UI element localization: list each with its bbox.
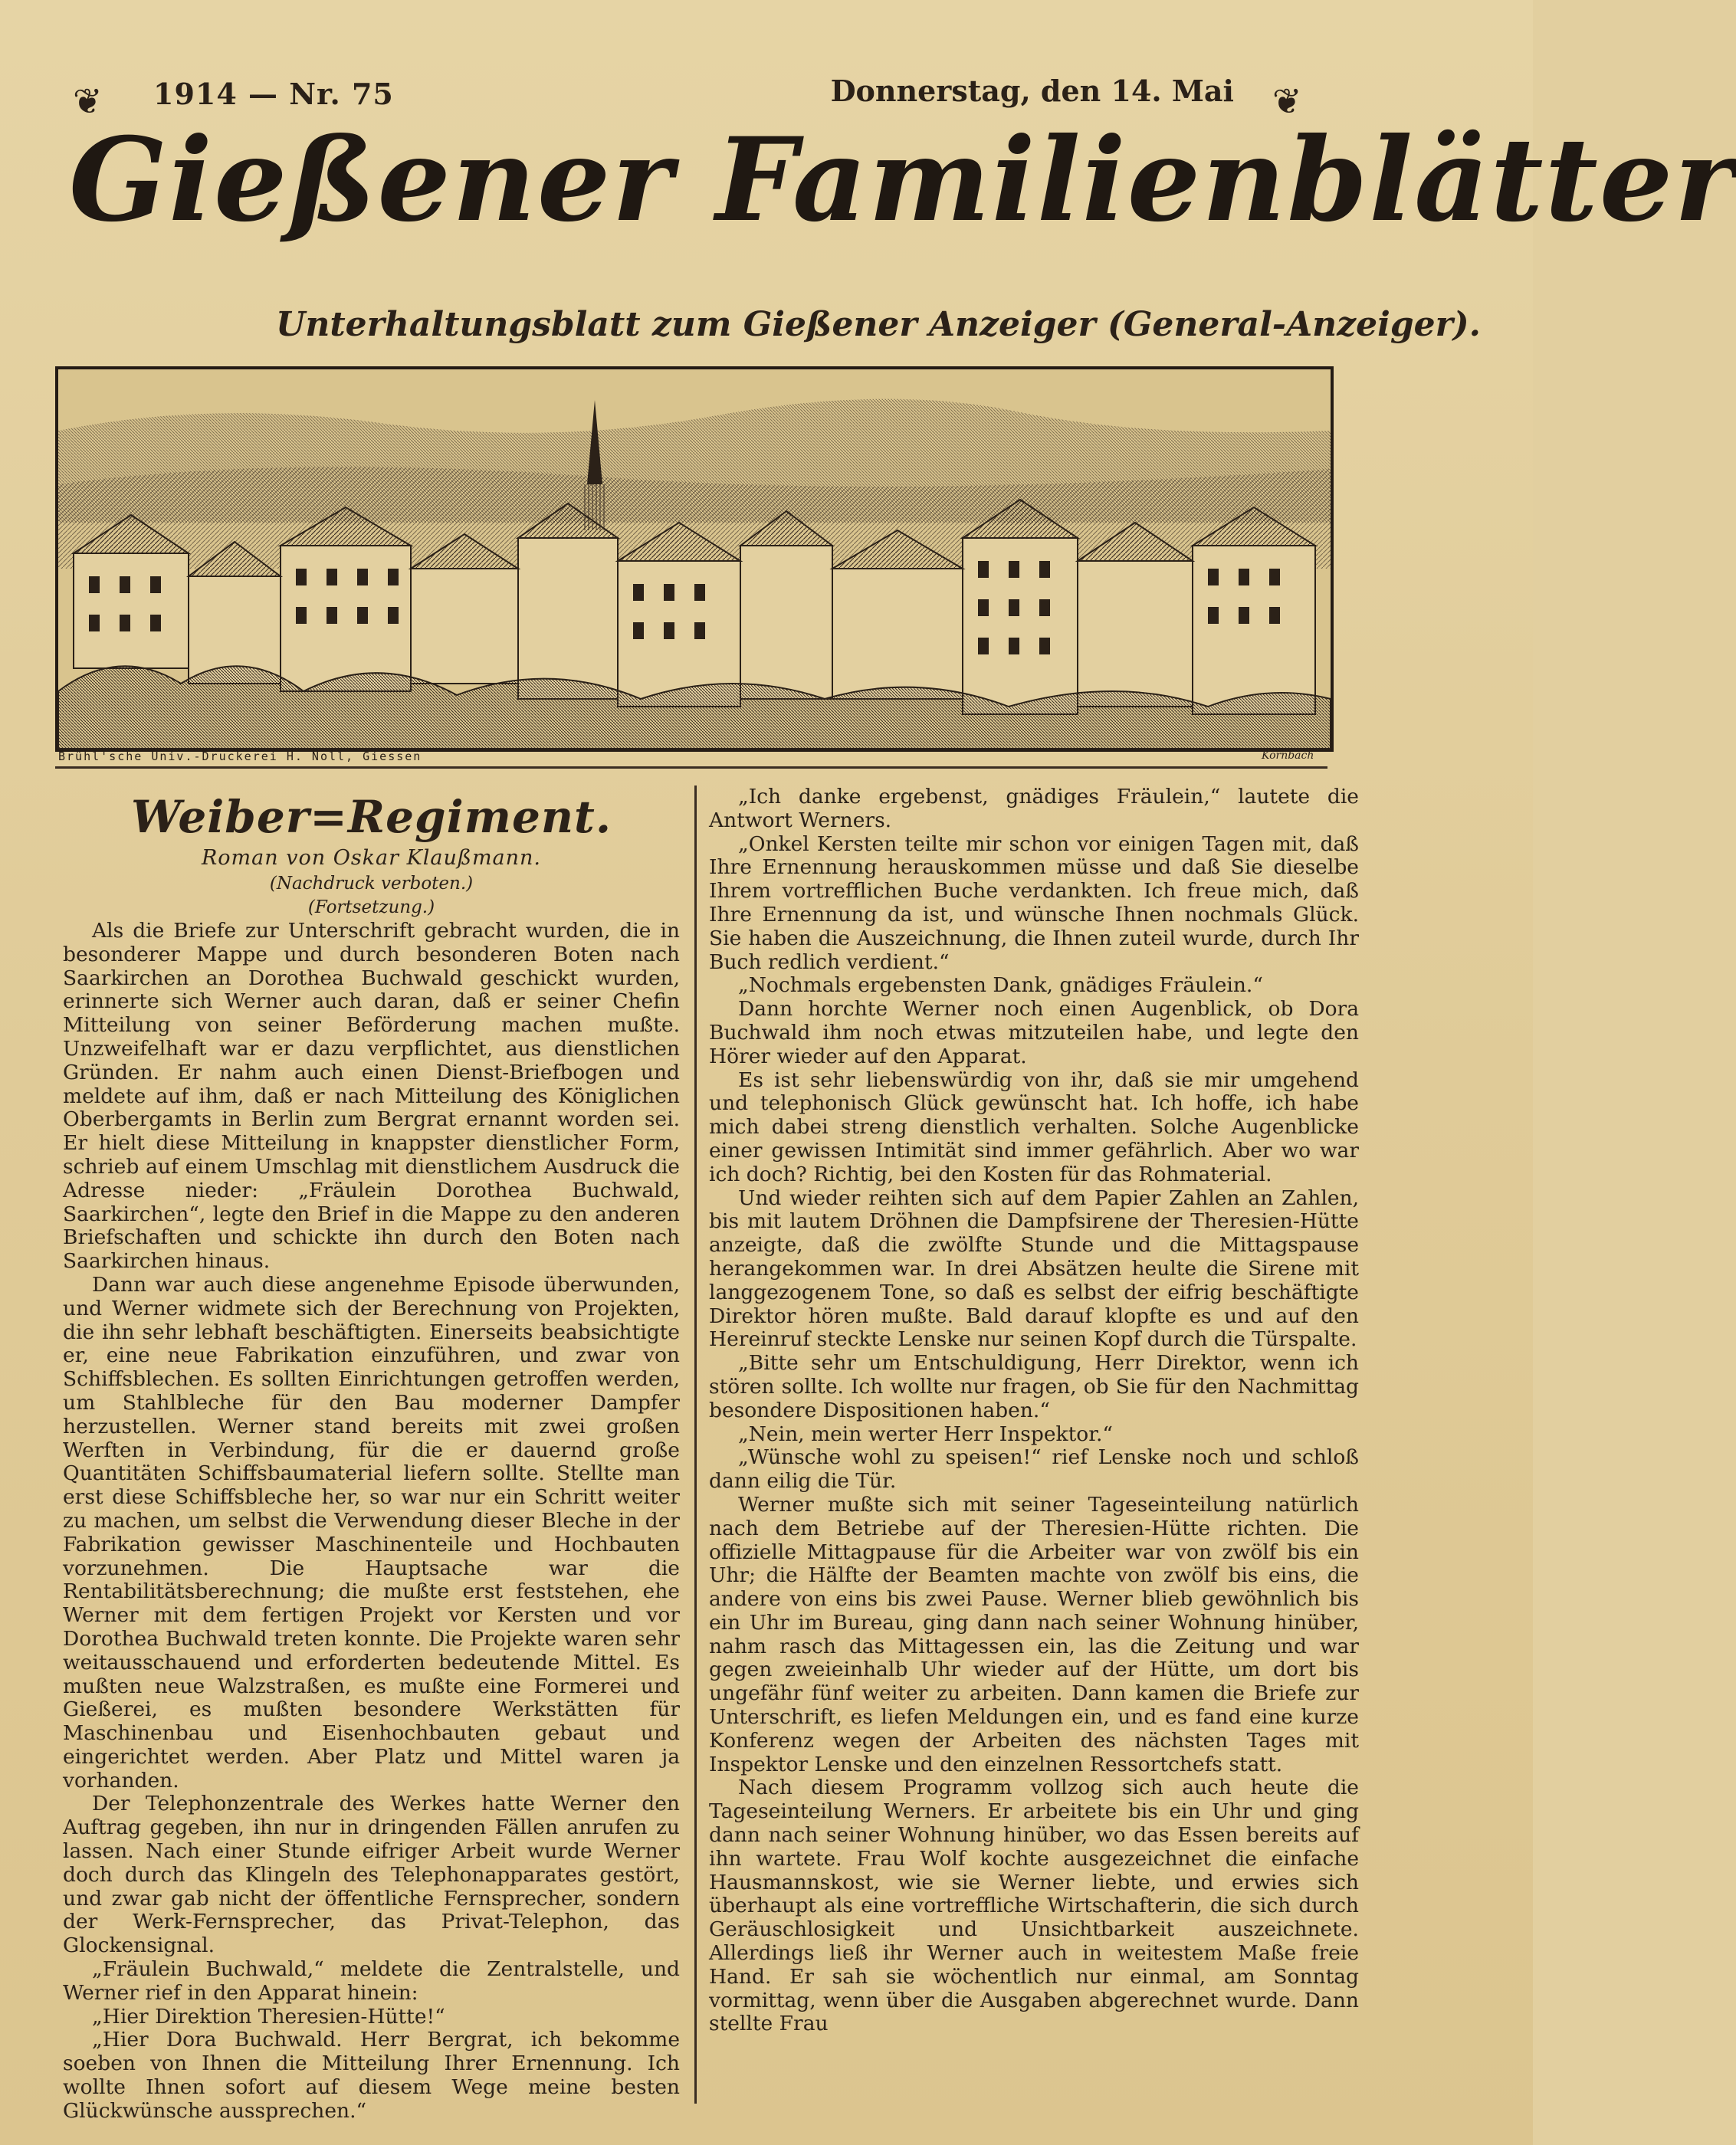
masthead-ornament-right-icon: ❦	[1272, 80, 1302, 122]
paragraph: „Onkel Kersten teilte mir schon vor einigen Tagen mit, daß Ihre Ernennung herauskommen müsse und daß Sie dieselbe Ihrem vortrefflichen Buche verdankten. Ich freue mich, daß Ihre Ernennung da ist, und wünsche Ihnen nochmals Glück. Sie haben die Auszeichnung, die Ihnen zuteil wurde, durch Ihr Buch redlich verdient.“	[709, 831, 1359, 974]
printer-credit: Brühl'sche Univ.-Druckerei H. Noll, Giessen	[58, 749, 422, 763]
paragraph: Es ist sehr liebenswürdig von ihr, daß sie mir umgehend und telephonisch Glück gewünscht hat. Ich hoffe, ich habe mich dabei streng dienstlich verhalten. Solche Augenblicke einer gewissen Intimität sind immer gefährlich. Aber wo war ich doch? Richtig, bei den Kosten für das Rohmaterial.	[709, 1068, 1359, 1186]
continuation-note: (Fortsetzung.)	[307, 897, 435, 917]
paragraph: „Hier Dora Buchwald. Herr Bergrat, ich bekomme soeben von Ihnen die Mitteilung Ihrer Ernennung. Ich wollte Ihnen sofort auf diesem Wege meine besten Glückwünsche aussprechen.“	[63, 2028, 680, 2123]
paragraph: Dann horchte Werner noch einen Augenblick, ob Dora Buchwald ihm noch etwas mitzuteilen habe, und legte den Hörer wieder auf den Apparat.	[709, 997, 1359, 1068]
paragraph: Und wieder reihten sich auf dem Papier Zahlen an Zahlen, bis mit lautem Dröhnen die Dampfsirene der Theresien-Hütte anzeigte, daß die zwölfte Stunde und die Mittagspause herangekommen war. In drei Absätzen heulte die Sirene mit langgezogenem Tone, so daß es selbst der eifrig beschäftigte Direktor hören mußte. Bald darauf klopfte es und auf den Hereinruf steckte Lenske nur seinen Kopf durch die Türspalte.	[709, 1186, 1359, 1352]
masthead-ornament-left-icon: ❦	[73, 80, 103, 122]
masthead-divider	[55, 766, 1327, 769]
article-column-left	[63, 786, 680, 2124]
paragraph: „Ich danke ergebenst, gnädiges Fräulein,“ lautete die Antwort Werners.	[709, 785, 1359, 832]
newspaper-subtitle: Unterhaltungsblatt zum Gießener Anzeiger (General-Anzeiger).	[276, 305, 1481, 344]
newspaper-title: Gießener Familienblätter	[69, 113, 1736, 248]
paragraph: „Hier Direktion Theresien-Hütte!“	[92, 2004, 445, 2029]
story-title: Weiber=Regiment.	[130, 791, 612, 843]
paragraph: „Fräulein Buchwald,“ meldete die Zentralstelle, und Werner rief in den Apparat hinein:	[63, 1957, 680, 2005]
paragraph: „Wünsche wohl zu speisen!“ rief Lenske noch und schloß dann eilig die Tür.	[709, 1445, 1359, 1494]
paragraph: Als die Briefe zur Unterschrift gebracht wurden, die in besonderer Mappe und durch besonderen Boten nach Saarkirchen an Dorothea Buchwald geschickt wurden, erinnerte sich Werner auch daran, daß er seiner Chefin Mitteilung von seiner Beförderung machen mußte. Unzweifelhaft war er dazu verpflichtet, aus dienstlichen Gründen. Er nahm auch einen Dienst-Briefbogen und meldete auf ihm, daß er nach Mitteilung des Königlichen Oberbergamts in Berlin zum Bergrat ernannt worden sei. Er hielt diese Mitteilung in knappster dienstlicher Form, schrieb auf einem Umschlag mit dienstlichem Ausdruck die Adresse nieder: „Fräulein Dorothea Buchwald, Saarkirchen“, legte den Brief in die Mappe zu den anderen Briefschaften und schickte ihn durch den Boten nach Saarkirchen hinaus.	[63, 919, 680, 1274]
town-engraving	[55, 366, 1334, 752]
byline: Roman von Oskar Klaußmann.	[201, 846, 542, 870]
paragraph: Werner mußte sich mit seiner Tageseinteilung natürlich nach dem Betriebe auf der Theresien-Hütte richten. Die offizielle Mittagpause für die Arbeiter war von zwölf bis ein Uhr; die Hälfte der Beamten machte von zwölf bis eins, die andere von eins bis zwei Pause. Werner blieb gewöhnlich bis ein Uhr im Bureau, ging dann nach seiner Wohnung hinüber, nahm rasch das Mittagessen ein, las die Zeitung und war gegen zweieinhalb Uhr wieder auf der Hütte, um dort bis ungefähr fünf weiter zu arbeiten. Dann kamen die Briefe zur Unterschrift, es liefen Meldungen ein, und es fand eine kurze Konferenz wegen der Arbeiten des nächsten Tages mit Inspektor Lenske und den einzelnen Ressortchefs statt.	[709, 1492, 1359, 1776]
artist-signature: Kornbach	[1262, 749, 1314, 762]
paragraph: „Nochmals ergebensten Dank, gnädiges Fräulein.“	[738, 973, 1263, 998]
issue-number: 1914 — Nr. 75	[153, 77, 394, 111]
column-divider	[694, 786, 697, 2104]
paragraph: Nach diesem Programm vollzog sich auch heute die Tageseinteilung Werners. Er arbeitete bis ein Uhr und ging dann nach seiner Wohnung hinüber, wo das Essen bereits auf ihn wartete. Frau Wolf kochte ausgezeichnet die einfache Hausmannskost, wie sie Werner liebte, und erwies sich überhaupt als eine vortreffliche Wirtschafterin, die sich durch Geräuschlosigkeit und Unsichtbarkeit auszeichnete. Allerdings ließ ihr Werner auch in weitestem Maße freie Hand. Er sah sie wöchentlich nur einmal, am Sonntag vormittag, wenn über die Ausgaben abgerechnet wurde. Dann stellte Frau	[709, 1776, 1359, 2036]
paragraph: „Nein, mein werter Herr Inspektor.“	[738, 1422, 1113, 1446]
town-panorama-icon	[58, 369, 1331, 749]
issue-date: Donnerstag, den 14. Mai	[830, 74, 1234, 108]
article-column-right	[709, 786, 1359, 2036]
paragraph: Der Telephonzentrale des Werkes hatte Werner den Auftrag gegeben, ihn nur in dringenden Fällen anrufen zu lassen. Nach einer Stunde eifriger Arbeit wurde Werner doch durch das Klingeln des Telephonapparates gestört, und zwar gab nicht der öffentliche Fernsprecher, sondern der Werk-Fernsprecher, das Privat-Telephon, das Glockensignal.	[63, 1792, 680, 1958]
paragraph: Dann war auch diese angenehme Episode überwunden, und Werner widmete sich der Berechnung von Projekten, die ihn sehr lebhaft beschäftigten. Einerseits beabsichtigte er, eine neue Fabrikation einzuführen, und zwar von Schiffsblechen. Es sollten Einrichtungen getroffen werden, um Stahlbleche für den Bau moderner Dampfer herzustellen. Werner stand bereits mit zwei großen Werften in Verbindung, für die er dauernd große Quantitäten Schiffsbaumaterial liefern sollte. Stellte man erst diese Schiffsbleche her, so war nur ein Schritt weiter zu machen, um selbst die Verwendung dieser Bleche in der Fabrikation gewisser Maschinenteile und Hochbauten vorzunehmen. Die Hauptsache war die Rentabilitätsberechnung; die mußte erst feststehen, ehe Werner mit dem fertigen Projekt vor Kersten und vor Dorothea Buchwald treten konnte. Die Projekte waren sehr weitausschauend und erforderten bedeutende Mittel. Es mußten neue Walzstraßen, es mußte eine Formerei und Gießerei, es mußten besondere Werkstätten für Maschinenbau und Eisenhochbauten gebaut und eingerichtet werden. Aber Platz und Mittel waren ja vorhanden.	[63, 1272, 680, 1792]
paragraph: „Bitte sehr um Entschuldigung, Herr Direktor, wenn ich stören sollte. Ich wollte nur fragen, ob Sie für den Nachmittag besondere Dispositionen haben.“	[709, 1351, 1359, 1422]
reprint-note: (Nachdruck verboten.)	[269, 874, 474, 894]
